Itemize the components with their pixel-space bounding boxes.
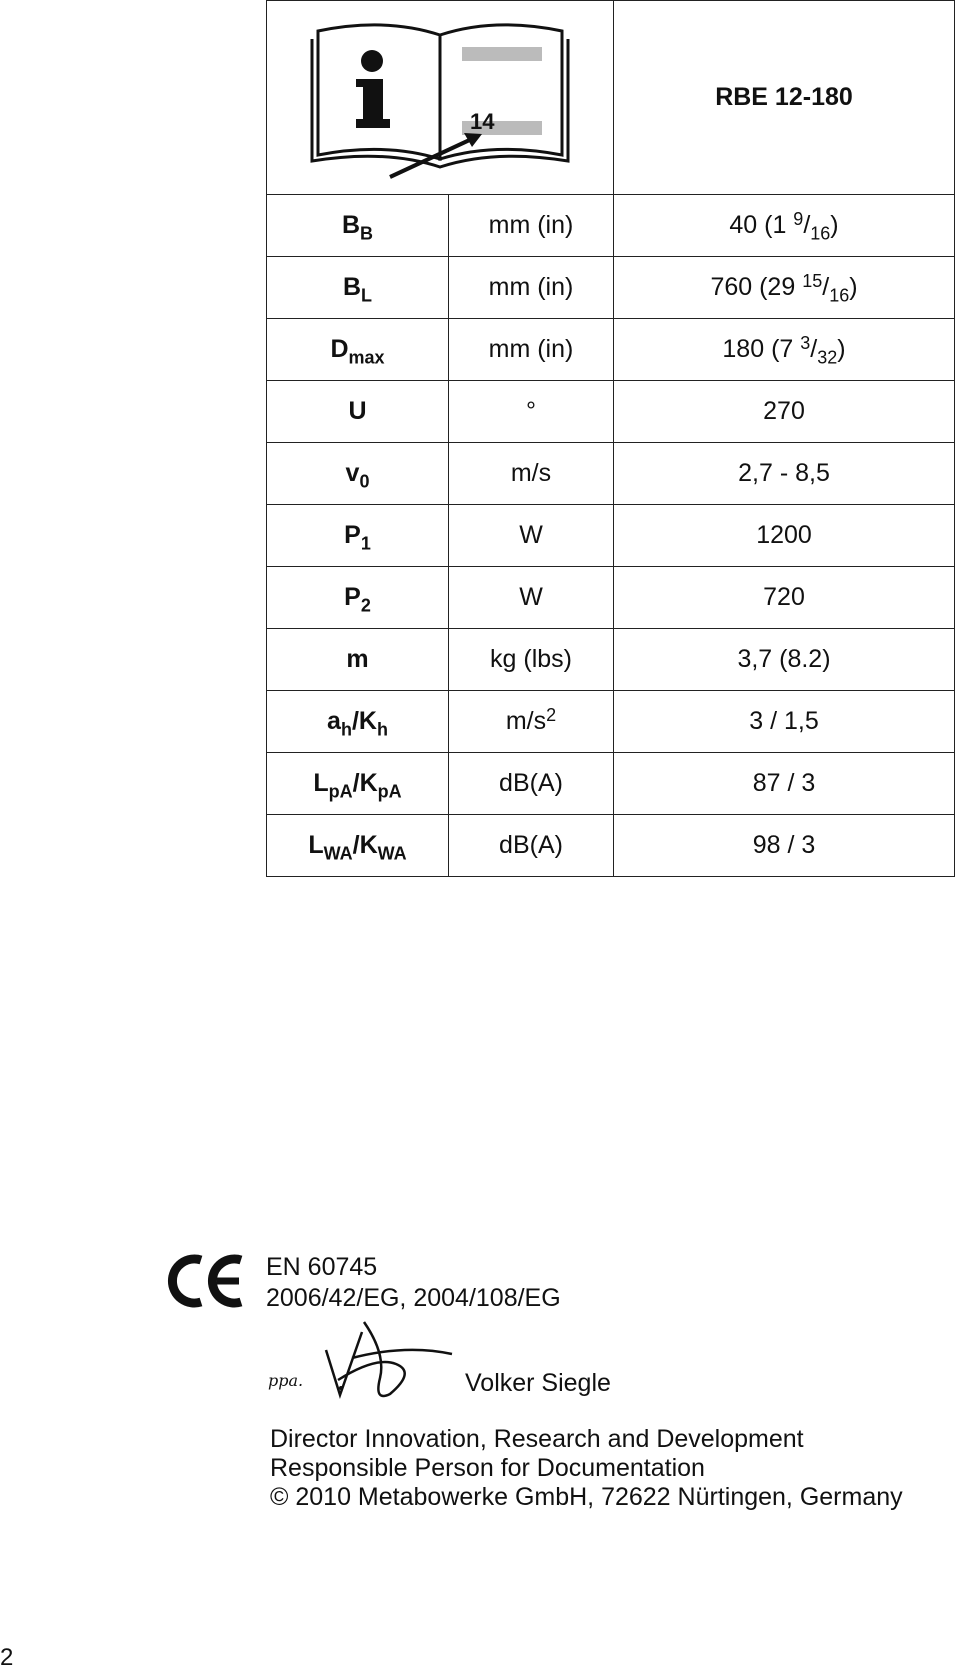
spec-row bbox=[267, 381, 955, 443]
spec-row bbox=[267, 505, 955, 567]
value-text: 760 (29 bbox=[710, 273, 803, 301]
symbol-subscript: max bbox=[348, 347, 385, 368]
spec-symbol bbox=[267, 257, 449, 319]
fraction-slash: / bbox=[810, 335, 818, 363]
symbol-text: P bbox=[344, 583, 361, 611]
unit-text: mm (in) bbox=[488, 273, 574, 301]
info-manual-icon bbox=[290, 9, 590, 179]
value-end: ) bbox=[830, 211, 839, 239]
spec-unit bbox=[449, 319, 614, 381]
unit-text: mm (in) bbox=[488, 211, 574, 239]
unit-text: m/s bbox=[510, 459, 552, 487]
spec-table bbox=[266, 0, 955, 877]
spec-value bbox=[614, 567, 955, 629]
spec-row bbox=[267, 815, 955, 877]
spec-value bbox=[614, 505, 955, 567]
value-text: 3,7 (8.2) bbox=[737, 645, 831, 673]
spec-unit bbox=[449, 815, 614, 877]
signature-prefix: ppa. bbox=[268, 1371, 304, 1390]
spec-value bbox=[614, 195, 955, 257]
spec-value bbox=[614, 753, 955, 815]
spec-unit bbox=[449, 691, 614, 753]
unit-text: W bbox=[519, 583, 543, 611]
fraction-numerator: 15 bbox=[802, 270, 823, 291]
spec-row bbox=[267, 319, 955, 381]
unit-text: ° bbox=[526, 397, 536, 425]
spec-row bbox=[267, 691, 955, 753]
footer-text bbox=[270, 1425, 903, 1512]
symbol-text: /K bbox=[352, 769, 378, 797]
spec-unit bbox=[449, 257, 614, 319]
unit-text: m/s bbox=[505, 707, 547, 735]
symbol-text: m bbox=[346, 645, 369, 673]
responsible-person: Responsible Person for Documentation bbox=[270, 1454, 705, 1482]
symbol-text: L bbox=[313, 769, 329, 797]
spec-unit bbox=[449, 753, 614, 815]
symbol-text: P bbox=[344, 521, 361, 549]
symbol-text: /K bbox=[351, 707, 377, 735]
unit-text: mm (in) bbox=[488, 335, 574, 363]
spec-unit bbox=[449, 443, 614, 505]
symbol-text: B bbox=[342, 273, 362, 301]
symbol-subscript: L bbox=[361, 285, 373, 306]
fraction-numerator: 3 bbox=[800, 332, 811, 353]
unit-text: W bbox=[519, 521, 543, 549]
symbol-subscript: pA bbox=[328, 781, 353, 802]
spec-unit bbox=[449, 381, 614, 443]
unit-superscript: 2 bbox=[546, 704, 557, 725]
spec-symbol bbox=[267, 381, 449, 443]
symbol-text: U bbox=[348, 397, 367, 425]
spec-row bbox=[267, 629, 955, 691]
page-number: 2 bbox=[0, 1644, 14, 1671]
spec-value bbox=[614, 691, 955, 753]
value-text: 3 / 1,5 bbox=[749, 707, 819, 735]
symbol-text: v bbox=[345, 459, 360, 487]
spec-symbol bbox=[267, 319, 449, 381]
symbol-subscript: 2 bbox=[360, 595, 371, 616]
spec-row bbox=[267, 753, 955, 815]
spec-value bbox=[614, 257, 955, 319]
value-text: 270 bbox=[763, 397, 805, 425]
signature bbox=[266, 1320, 476, 1410]
value-end: ) bbox=[849, 273, 858, 301]
symbol-subscript: pA bbox=[377, 781, 402, 802]
spec-unit bbox=[449, 629, 614, 691]
symbol-subscript: B bbox=[360, 223, 374, 244]
spec-value bbox=[614, 443, 955, 505]
signer-name: Volker Siegle bbox=[465, 1369, 611, 1397]
spec-unit bbox=[449, 567, 614, 629]
manual-illustration-cell bbox=[267, 1, 614, 195]
symbol-text: L bbox=[308, 831, 324, 859]
fraction-denominator: 32 bbox=[817, 347, 838, 368]
spec-symbol bbox=[267, 567, 449, 629]
fraction-numerator: 9 bbox=[793, 208, 804, 229]
spec-symbol bbox=[267, 195, 449, 257]
symbol-text: /K bbox=[352, 831, 378, 859]
ce-mark bbox=[167, 1254, 247, 1314]
symbol-subscript: WA bbox=[323, 843, 353, 864]
model-name: RBE 12-180 bbox=[614, 1, 955, 195]
symbol-text: D bbox=[330, 335, 349, 363]
value-text: 40 (1 bbox=[729, 211, 794, 239]
fraction-denominator: 16 bbox=[829, 285, 850, 306]
copyright: © 2010 Metabowerke GmbH, 72622 Nürtingen, Germany bbox=[270, 1483, 903, 1511]
spec-header-row bbox=[267, 1, 955, 195]
symbol-subscript: 0 bbox=[359, 471, 370, 492]
signer-title: Director Innovation, Research and Development bbox=[270, 1425, 804, 1453]
symbol-subscript: WA bbox=[377, 843, 407, 864]
value-text: 98 / 3 bbox=[752, 831, 816, 859]
fraction-denominator: 16 bbox=[810, 223, 831, 244]
symbol-subscript: h bbox=[340, 719, 352, 740]
spec-unit bbox=[449, 195, 614, 257]
fraction-slash: / bbox=[822, 273, 830, 301]
unit-text: kg (lbs) bbox=[490, 645, 572, 673]
page-ref-label: 14 bbox=[470, 109, 495, 134]
spec-row bbox=[267, 195, 955, 257]
spec-unit bbox=[449, 505, 614, 567]
spec-value bbox=[614, 629, 955, 691]
symbol-subscript: h bbox=[376, 719, 388, 740]
spec-value bbox=[614, 381, 955, 443]
value-text: 2,7 - 8,5 bbox=[738, 459, 830, 487]
spec-symbol bbox=[267, 815, 449, 877]
spec-row bbox=[267, 443, 955, 505]
spec-value bbox=[614, 815, 955, 877]
value-end: ) bbox=[837, 335, 846, 363]
value-text: 720 bbox=[763, 583, 805, 611]
spec-row bbox=[267, 567, 955, 629]
spec-value bbox=[614, 319, 955, 381]
spec-symbol bbox=[267, 691, 449, 753]
spec-symbol bbox=[267, 505, 449, 567]
value-text: 1200 bbox=[756, 521, 812, 549]
value-text: 180 (7 bbox=[722, 335, 801, 363]
standard-text: EN 60745 bbox=[266, 1253, 378, 1281]
symbol-text: B bbox=[341, 211, 361, 239]
spec-symbol bbox=[267, 629, 449, 691]
symbol-subscript: 1 bbox=[360, 533, 371, 554]
spec-symbol bbox=[267, 753, 449, 815]
compliance-standards bbox=[266, 1252, 561, 1314]
value-text: 87 / 3 bbox=[752, 769, 816, 797]
spec-symbol bbox=[267, 443, 449, 505]
fraction-slash: / bbox=[803, 211, 811, 239]
unit-text: dB(A) bbox=[499, 831, 563, 859]
unit-text: dB(A) bbox=[499, 769, 563, 797]
directives-text: 2006/42/EG, 2004/108/EG bbox=[266, 1284, 561, 1312]
symbol-text: a bbox=[327, 707, 341, 735]
spec-row bbox=[267, 257, 955, 319]
